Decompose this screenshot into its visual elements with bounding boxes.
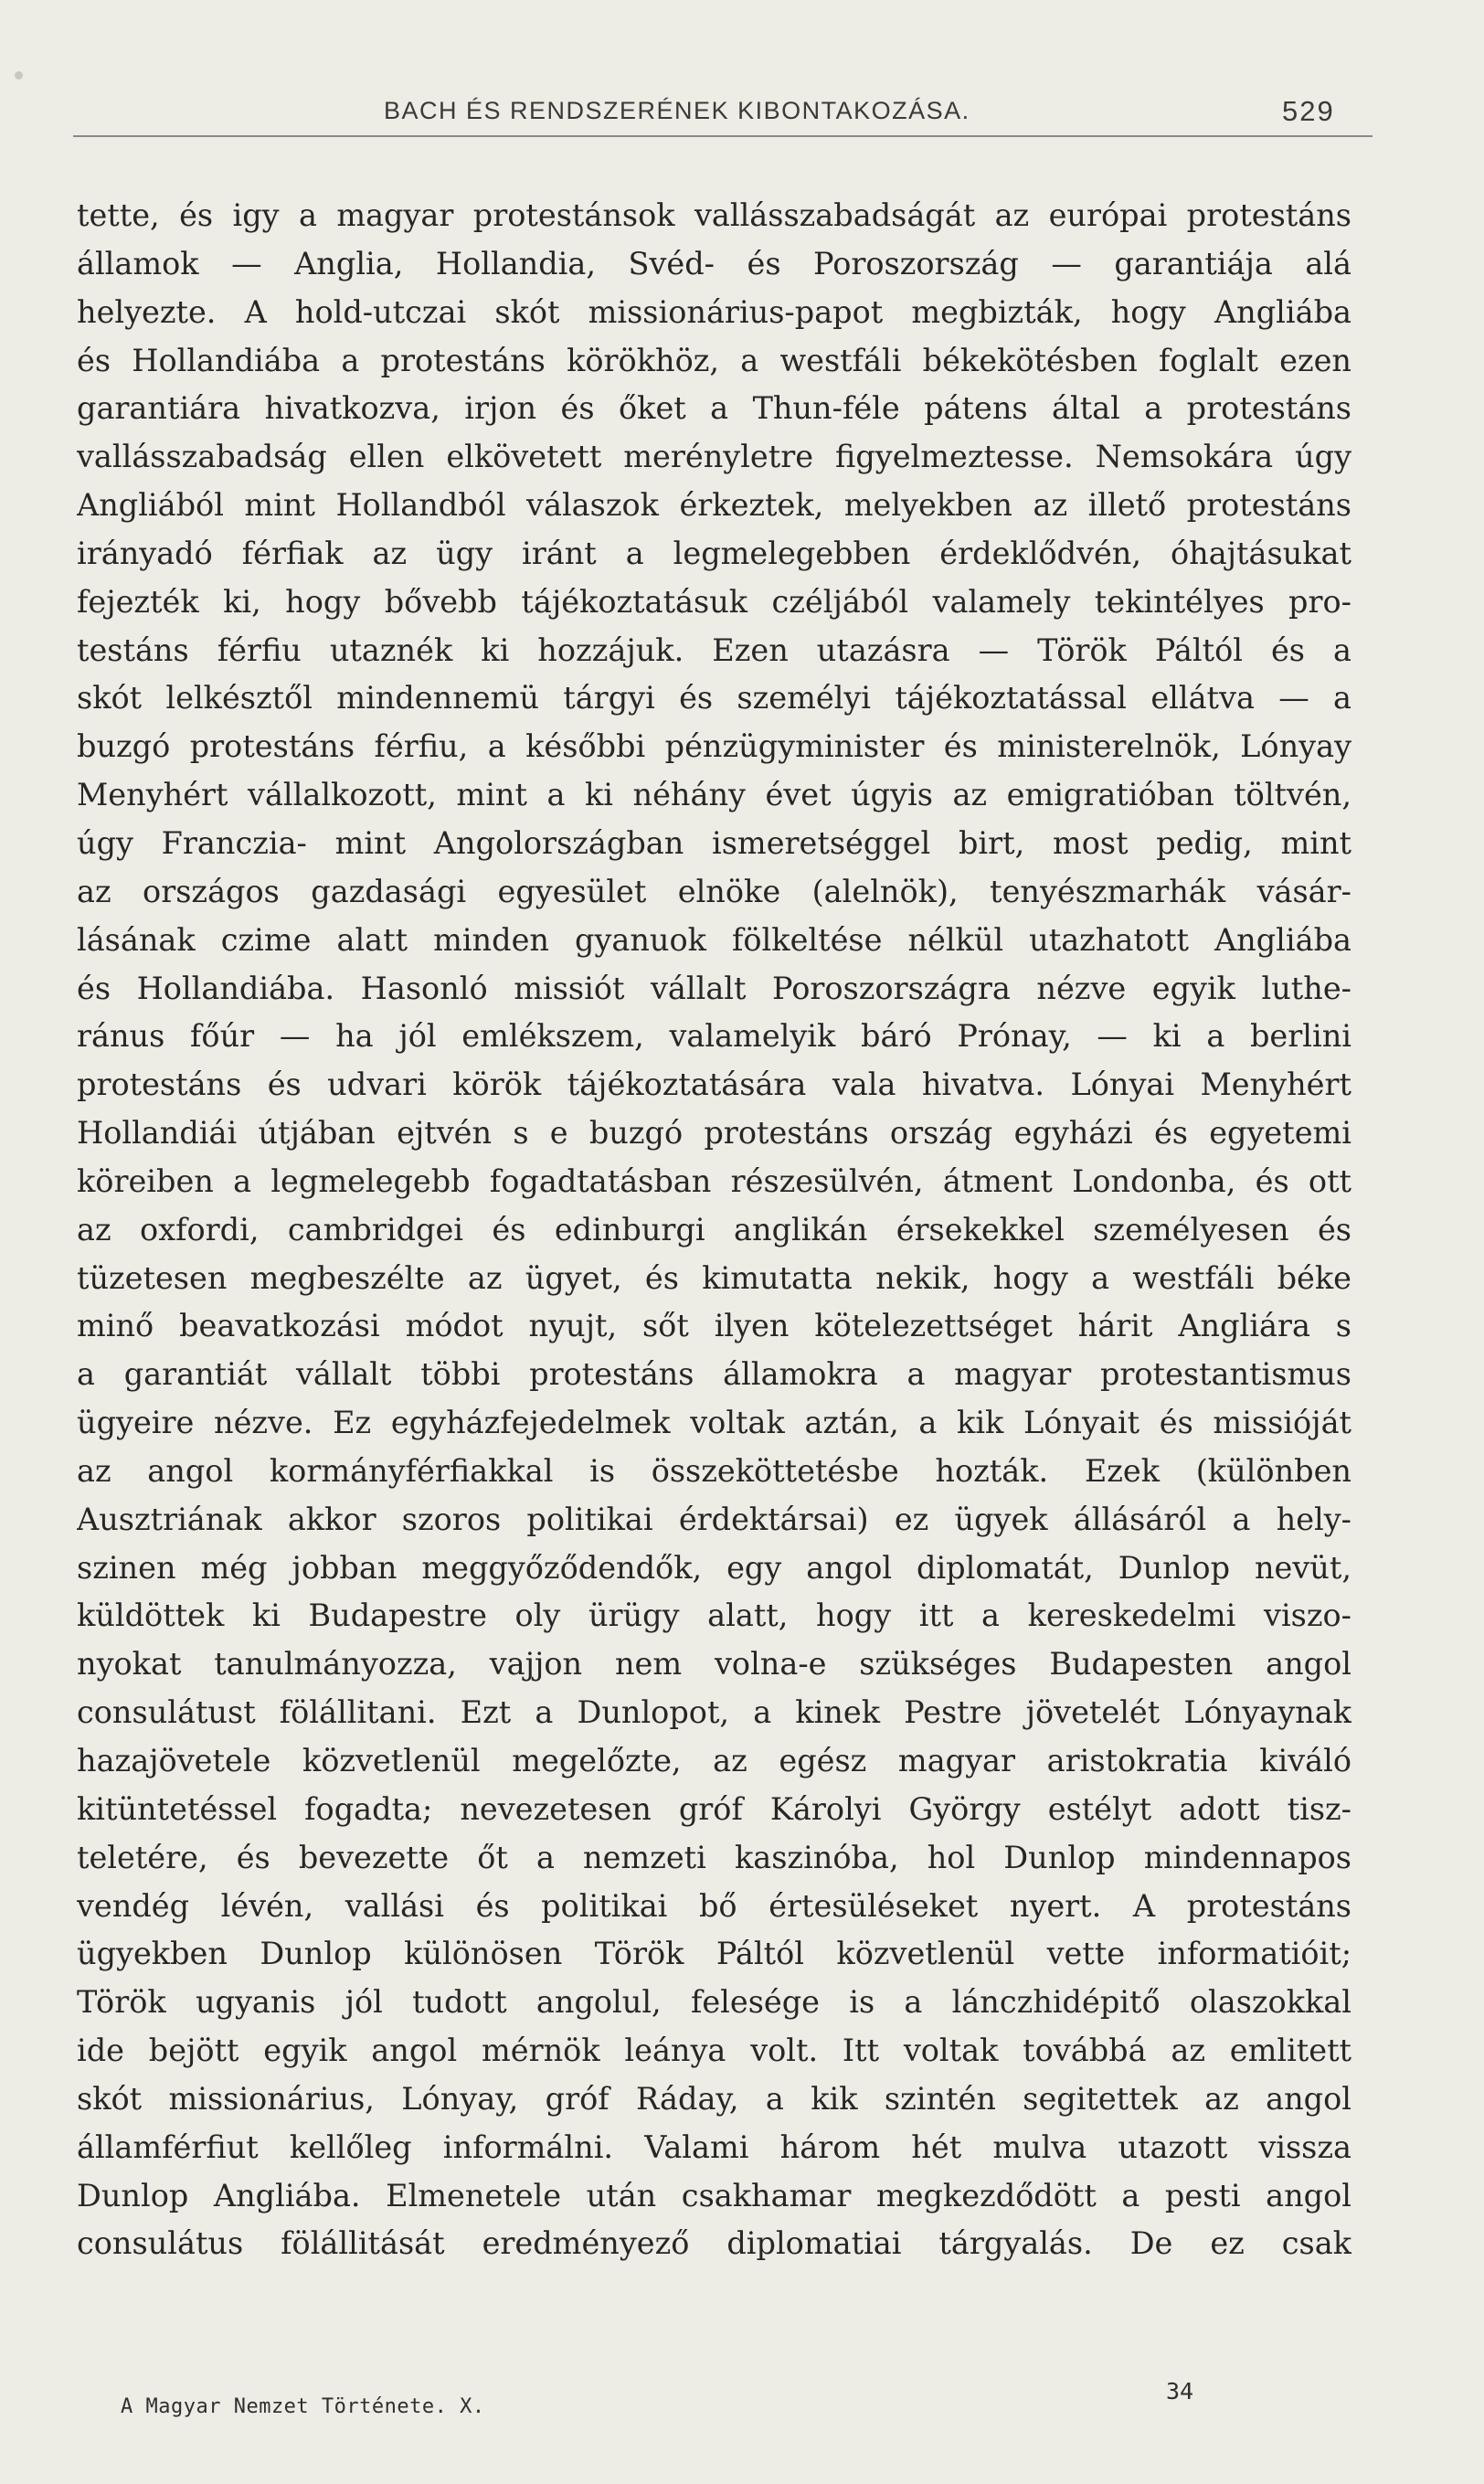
text-line: köreiben a legmelegebb fogadtatásban részesülvén, átment Londonba, és ott — [77, 1162, 1352, 1199]
text-line: protestáns és udvari körök tájékoztatására vala hivatva. Lónyai Menyhért — [77, 1067, 1352, 1103]
text-line: államférfiut kellőleg informálni. Valami három hét mulva utazott vissza — [77, 2128, 1352, 2165]
text-line: Török ugyanis jól tudott angolul, felesége is a lánczhidépitő olaszokkal — [77, 1984, 1352, 2021]
text-line: szinen még jobban meggyőződendők, egy angol diplomatát, Dunlop nevüt, — [77, 1549, 1352, 1586]
text-line: és Hollandiába. Hasonló missiót vállalt Poroszországra nézve egyik luthe- — [77, 970, 1352, 1006]
text-line: az angol kormányférfiakkal is összeköttetésbe hozták. Ezek (különben — [77, 1452, 1352, 1489]
text-line: nyokat tanulmányozza, vajjon nem volna-e szükséges Budapesten angol — [77, 1646, 1352, 1683]
text-line: testáns férfiu utaznék ki hozzájuk. Ezen utazásra — Török Páltól és a — [77, 632, 1352, 668]
text-line: minő beavatkozási módot nyujt, sőt ilyen kötelezettséget hárit Angliára s — [77, 1308, 1352, 1344]
text-line: ügyekben Dunlop különösen Török Páltól közvetlenül vette informatióit; — [77, 1936, 1352, 1972]
text-line: irányadó férfiak az ügy iránt a legmelegebben érdeklődvén, óhajtásukat — [77, 535, 1352, 571]
text-line: tette, és igy a magyar protestánsok vallásszabadságát az európai protestáns — [77, 197, 1352, 233]
running-head: BACH ÉS RENDSZERÉNEK KIBONTAKOZÁSA. — [384, 97, 970, 124]
text-line: vallásszabadság ellen elkövetett merényletre figyelmeztesse. Nemsokára úgy — [77, 439, 1352, 475]
text-line: skót missionárius, Lónyay, gróf Ráday, a kik szintén segitettek az angol — [77, 2080, 1352, 2117]
text-line: Ausztriának akkor szoros politikai érdektársai) ez ügyek állásáról a hely- — [77, 1501, 1352, 1537]
text-line: és Hollandiába a protestáns körökhöz, a westfáli békekötésben foglalt ezen — [77, 342, 1352, 378]
text-line: consulátus fölállitását eredményező diplomatiai tárgyalás. De ez csak — [77, 2225, 1352, 2262]
footer-book-title: A Magyar Nemzet Története. X. — [121, 2395, 485, 2418]
text-line: államok — Anglia, Hollandia, Svéd- és Poroszország — garantiája alá — [77, 245, 1352, 281]
text-line: Menyhért vállalkozott, mint a ki néhány évet úgyis az emigratióban töltvén, — [77, 777, 1352, 813]
page-number: 529 — [1282, 95, 1335, 127]
text-line: vendég lévén, vallási és politikai bő értesüléseket nyert. A protestáns — [77, 1887, 1352, 1924]
text-line: helyezte. A hold-utczai skót missionárius-papot megbizták, hogy Angliába — [77, 293, 1352, 330]
text-line: fejezték ki, hogy bővebb tájékoztatásuk czéljából valamely tekintélyes pro- — [77, 583, 1352, 620]
text-line: küldöttek ki Budapestre oly ürügy alatt, hogy itt a kereskedelmi viszo- — [77, 1598, 1352, 1634]
text-line: consulátust fölállitani. Ezt a Dunlopot, a kinek Pestre jövetelét Lónyaynak — [77, 1694, 1352, 1731]
text-line: Hollandiái útjában ejtvén s e buzgó protestáns ország egyházi és egyetemi — [77, 1115, 1352, 1152]
text-line: úgy Franczia- mint Angolországban ismeretséggel birt, most pedig, mint — [77, 824, 1352, 861]
text-line: az országos gazdasági egyesület elnöke (alelnök), tenyészmarhák vásár- — [77, 873, 1352, 909]
body-text — [77, 192, 1352, 2268]
text-line: ránus főúr — ha jól emlékszem, valamelyik báró Prónay, — ki a berlini — [77, 1018, 1352, 1055]
text-line: tüzetesen megbeszélte az ügyet, és kimutatta nekik, hogy a westfáli béke — [77, 1259, 1352, 1296]
text-line: teletére, és bevezette őt a nemzeti kaszinóba, hol Dunlop mindennapos — [77, 1839, 1352, 1875]
text-line: ide bejött egyik angol mérnök leánya volt. Itt voltak továbbá az emlitett — [77, 2033, 1352, 2069]
text-line: az oxfordi, cambridgei és edinburgi anglikán érsekekkel személyesen és — [77, 1211, 1352, 1247]
footer-signature-mark: 34 — [1166, 2378, 1194, 2404]
text-line: Dunlop Angliába. Elmenetele után csakhamar megkezdődött a pesti angol — [77, 2177, 1352, 2213]
text-line: lásának czime alatt minden gyanuok fölkeltése nélkül utazhatott Angliába — [77, 921, 1352, 958]
text-line: a garantiát vállalt többi protestáns államokra a magyar protestantismus — [77, 1356, 1352, 1393]
text-line: skót lelkésztől mindennemü tárgyi és személyi tájékoztatással ellátva — a — [77, 680, 1352, 717]
text-line: buzgó protestáns férfiu, a későbbi pénzügyminister és ministerelnök, Lónyay — [77, 728, 1352, 765]
text-line: kitüntetéssel fogadta; nevezetesen gróf Károlyi György estélyt adott tisz- — [77, 1790, 1352, 1827]
paper-speck — [15, 71, 23, 80]
header-rule — [73, 135, 1373, 137]
text-line: ügyeire nézve. Ez egyházfejedelmek voltak aztán, a kik Lónyait és missióját — [77, 1405, 1352, 1441]
text-line: garantiára hivatkozva, irjon és őket a Thun-féle pátens által a protestáns — [77, 390, 1352, 427]
text-line: hazajövetele közvetlenül megelőzte, az egész magyar aristokratia kiváló — [77, 1743, 1352, 1778]
text-line: Angliából mint Hollandból válaszok érkeztek, melyekben az illető protestáns — [77, 487, 1352, 524]
